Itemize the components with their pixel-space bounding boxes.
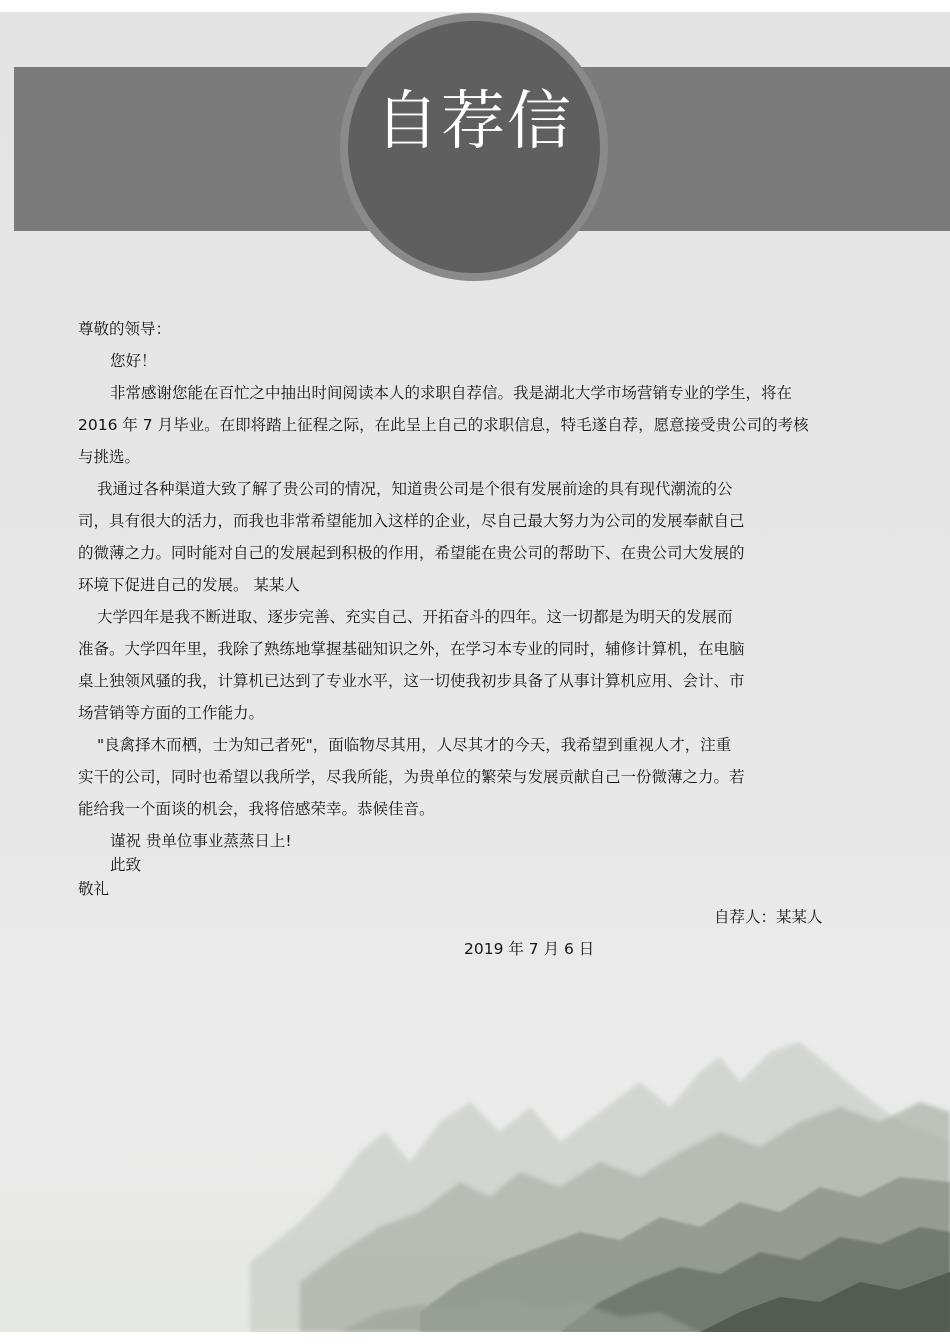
date: 2019 年 7 月 6 日: [464, 940, 595, 958]
paragraph-line: 环境下促进自己的发展。 某某人: [78, 576, 300, 594]
mountain-landscape-illustration: [0, 1012, 950, 1332]
paragraph-line: 能给我一个面谈的机会，我将倍感荣幸。恭候佳音。: [78, 800, 435, 818]
paragraph-line: 与挑选。: [78, 448, 141, 466]
page-title: 自荐信: [375, 85, 573, 159]
wish-line: 谨祝 贵单位事业蒸蒸日上!: [110, 832, 292, 850]
paragraph-line: 大学四年是我不断进取、逐步完善、充实自己、开拓奋斗的四年。这一切都是为明天的发展而: [97, 608, 733, 626]
paragraph-line: 场营销等方面的工作能力。: [78, 704, 265, 722]
paragraph-line: 准备。大学四年里，我除了熟练地掌握基础知识之外，在学习本专业的同时，辅修计算机，在电脑: [78, 640, 745, 658]
closing-salute: 敬礼: [78, 880, 110, 898]
letter-page: [0, 12, 950, 1332]
paragraph-line: 的微薄之力。同时能对自己的发展起到积极的作用，希望能在贵公司的帮助下、在贵公司大发展的: [78, 544, 745, 562]
paragraph-line: 2016 年 7 月毕业。在即将踏上征程之际，在此呈上自己的求职信息，特毛遂自荐，愿意接受贵公司的考核: [78, 416, 809, 434]
paragraph-line: 桌上独领风骚的我，计算机已达到了专业水平，这一切使我初步具备了从事计算机应用、会计、市: [78, 672, 745, 690]
paragraph-line: 实干的公司，同时也希望以我所学，尽我所能，为贵单位的繁荣与发展贡献自己一份微薄之力。若: [78, 768, 745, 786]
hello-line: 您好！: [110, 352, 157, 370]
greeting: 尊敬的领导：: [78, 320, 172, 338]
closing-line: 此致: [110, 856, 142, 874]
paragraph-line: 司，具有很大的活力，而我也非常希望能加入这样的企业，尽自己最大努力为公司的发展奉献自己: [78, 512, 745, 530]
paragraph-line: "良禽择木而栖，士为知己者死"，面临物尽其用，人尽其才的今天，我希望到重视人才，注重: [97, 736, 732, 754]
paragraph-line: 我通过各种渠道大致了解了贵公司的情况，知道贵公司是个很有发展前途的具有现代潮流的公: [97, 480, 733, 498]
signature: 自荐人：某某人: [714, 908, 823, 926]
paragraph-line: 非常感谢您能在百忙之中抽出时间阅读本人的求职自荐信。我是湖北大学市场营销专业的学生，将在: [110, 384, 793, 402]
